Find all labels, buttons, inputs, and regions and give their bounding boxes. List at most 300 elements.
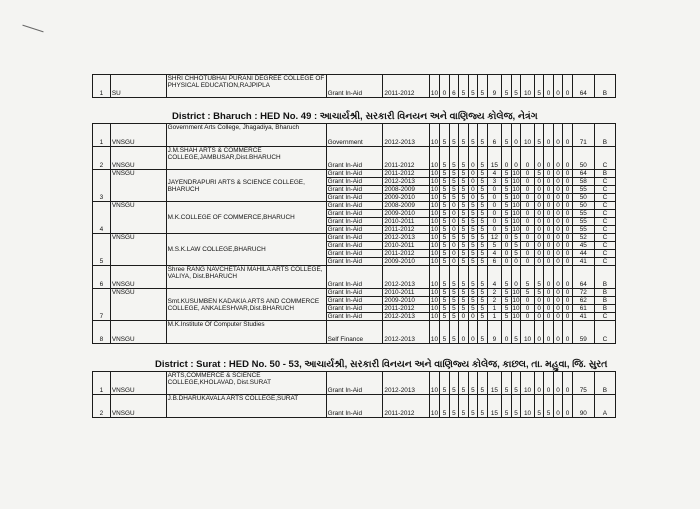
total-score: 62 — [572, 297, 594, 305]
score-cell: 0 — [563, 210, 572, 218]
score-cell: 0 — [459, 321, 468, 344]
score-cell: 5 — [468, 242, 477, 250]
table-row — [93, 321, 616, 344]
grade: B — [594, 124, 615, 147]
score-cell: 0 — [468, 170, 477, 178]
district-heading-surat: District : Surat : HED No. 50 - 53, આચાર્યશ્રી, સરકારી વિનયન અને વાણિજ્ય કોલેજ, કાછલ, તા. મહુવા, જિ. સુરત — [155, 359, 608, 370]
score-cell: 0 — [544, 124, 553, 147]
score-cell: 5 — [468, 258, 477, 266]
score-cell: 5 — [478, 313, 487, 321]
score-cell: 5 — [502, 186, 511, 194]
score-cell: 0 — [553, 202, 562, 210]
total-score: 58 — [572, 178, 594, 186]
score-cell: 5 — [511, 321, 520, 344]
score-cell: 5 — [459, 178, 468, 186]
grade: B — [594, 305, 615, 313]
score-cell: 5 — [440, 242, 449, 250]
score-cell: 0 — [534, 242, 543, 250]
serial-number: 3 — [93, 170, 111, 202]
score-cell: 0 — [563, 186, 572, 194]
score-cell: 5 — [478, 250, 487, 258]
score-cell: 10 — [512, 297, 520, 304]
score-cell: 2 — [487, 297, 502, 305]
total-score: 61 — [572, 305, 594, 313]
score-cell: 10 — [512, 202, 520, 209]
total-score: 64 — [572, 266, 594, 289]
score-cell: 5 — [502, 218, 511, 226]
score-cell: 0 — [553, 147, 562, 170]
score-cell: 0 — [544, 147, 553, 170]
academic-year: 2012-2013 — [383, 234, 429, 242]
score-cell: 9 — [487, 321, 502, 344]
academic-year: 2010-2011 — [383, 289, 429, 297]
academic-year: 2008-2009 — [383, 186, 429, 194]
score-cell: 5 — [478, 75, 487, 98]
university: VNSGU — [110, 147, 166, 170]
college-name: Smt.KUSUMBEN KADAKIA ARTS AND COMMERCE COLLEGE, ANKALESHVAR,Dist.BHARUCH — [166, 289, 326, 321]
score-cell: 10 — [512, 226, 520, 233]
score-cell: 0 — [563, 218, 572, 226]
score-cell: 0 — [563, 194, 572, 202]
institution-type: Grant In-Aid — [326, 313, 383, 321]
score-cell: 0 — [553, 218, 562, 226]
grade: C — [594, 258, 615, 266]
score-cell: 5 — [468, 266, 477, 289]
score-cell: 0 — [544, 210, 553, 218]
academic-year: 2012-2013 — [383, 313, 429, 321]
score-cell: 0 — [521, 305, 535, 313]
score-cell: 10 — [512, 218, 520, 225]
table-row — [93, 372, 616, 395]
total-score: 44 — [572, 250, 594, 258]
score-cell: 5 — [449, 372, 458, 395]
score-cell: 0 — [468, 147, 477, 170]
score-cell: 5 — [478, 242, 487, 250]
score-cell: 0 — [449, 258, 458, 266]
academic-year: 2011-2012 — [383, 250, 429, 258]
score-cell: 0 — [521, 194, 535, 202]
score-cell: 10 — [430, 226, 438, 233]
college-name: J.B.DHARUKAVALA ARTS COLLEGE,SURAT — [166, 395, 326, 418]
score-cell: 0 — [511, 258, 520, 266]
score-cell: 0 — [544, 178, 553, 186]
college-name: J.M.SHAH ARTS & COMMERCE COLLEGE,JAMBUSAR,Dist.BHARUCH — [166, 147, 326, 170]
score-cell: 6 — [487, 124, 502, 147]
score-cell: 5 — [478, 202, 487, 210]
score-cell: 10 — [429, 75, 440, 98]
score-cell: 5 — [468, 75, 477, 98]
score-cell: 5 — [449, 234, 458, 242]
score-cell: 12 — [487, 234, 502, 242]
score-cell: 5 — [468, 372, 477, 395]
college-name: SHRI CHHOTUBHAI PURANI DEGREE COLLEGE OF PHYSICAL EDUCATION,RAJPIPLA — [166, 75, 326, 98]
score-cell: 5 — [468, 250, 477, 258]
score-cell: 10 — [430, 305, 438, 312]
score-cell: 5 — [440, 178, 449, 186]
scan-mark — [22, 25, 43, 33]
score-cell: 5 — [478, 218, 487, 226]
score-cell: 0 — [544, 186, 553, 194]
score-cell: 10 — [429, 395, 440, 418]
score-cell: 0 — [521, 297, 535, 305]
score-cell: 0 — [449, 250, 458, 258]
score-cell: 10 — [521, 124, 535, 147]
score-cell: 10 — [512, 289, 520, 296]
college-name: Shree RANG NAVCHETAN MAHILA ARTS COLLEGE, VALIYA, Dist.BHARUCH — [166, 266, 326, 289]
score-cell: 5 — [440, 395, 449, 418]
score-cell: 10 — [429, 321, 440, 344]
score-cell: 5 — [534, 124, 543, 147]
college-name: Government Arts College, Jhagadiya, Bharuch — [166, 124, 326, 147]
score-cell: 5 — [440, 234, 449, 242]
score-cell: 5 — [440, 147, 449, 170]
score-cell: 5 — [468, 202, 477, 210]
grade: C — [594, 186, 615, 194]
total-score: 55 — [572, 210, 594, 218]
score-cell: 2 — [487, 289, 502, 297]
score-cell: 5 — [459, 395, 468, 418]
total-score: 45 — [572, 242, 594, 250]
score-cell: 5 — [502, 124, 511, 147]
score-cell: 0 — [511, 266, 520, 289]
score-cell: 0 — [553, 124, 562, 147]
score-cell: 5 — [449, 395, 458, 418]
score-cell: 0 — [502, 234, 511, 242]
score-cell: 0 — [534, 194, 543, 202]
score-cell: 10 — [430, 186, 438, 193]
serial-number: 2 — [93, 395, 111, 418]
score-cell: 0 — [553, 372, 562, 395]
score-cell: 10 — [430, 242, 438, 249]
university: VNSGU — [110, 124, 166, 147]
score-cell: 5 — [440, 258, 449, 266]
score-cell: 0 — [521, 210, 535, 218]
score-cell: 10 — [429, 124, 440, 147]
score-cell: 5 — [478, 372, 487, 395]
score-cell: 5 — [511, 395, 520, 418]
grade: C — [594, 250, 615, 258]
score-cell: 5 — [440, 186, 449, 194]
score-cell: 5 — [459, 297, 468, 305]
score-cell: 0 — [449, 202, 458, 210]
university: VNSGU — [110, 234, 166, 266]
score-cell: 5 — [449, 124, 458, 147]
score-cell: 0 — [544, 321, 553, 344]
score-cell: 0 — [563, 124, 572, 147]
score-cell: 5 — [478, 258, 487, 266]
score-cell: 5 — [468, 226, 477, 234]
academic-year: 2011-2012 — [383, 75, 429, 98]
university: VNSGU — [110, 202, 166, 234]
college-name: M.K.Institute Of Computer Studies — [166, 321, 326, 344]
score-cell: 5 — [440, 372, 449, 395]
college-name: JAYENDRAPURI ARTS & SCIENCE COLLEGE, BHARUCH — [166, 170, 326, 202]
academic-year: 2011-2012 — [383, 395, 429, 418]
institution-type: Self Finance — [326, 321, 383, 344]
score-cell: 5 — [440, 266, 449, 289]
serial-number: 1 — [93, 124, 111, 147]
institution-type: Grant In-Aid — [326, 372, 383, 395]
score-cell: 0 — [534, 147, 543, 170]
score-cell: 0 — [440, 75, 449, 98]
score-cell: 0 — [534, 321, 543, 344]
district-heading-bharuch: District : Bharuch : HED No. 49 : આચાર્યશ્રી, સરકારી વિનયન અને વાણિજ્ય કોલેજ, નેત્રંગ — [172, 111, 538, 122]
score-cell: 5 — [478, 194, 487, 202]
total-score: 90 — [572, 395, 594, 418]
score-cell: 0 — [553, 234, 562, 242]
score-cell: 5 — [468, 395, 477, 418]
score-cell: 5 — [440, 305, 449, 313]
academic-year: 2010-2011 — [383, 242, 429, 250]
total-score: 41 — [572, 258, 594, 266]
score-cell: 0 — [521, 178, 535, 186]
institution-type: Grant In-Aid — [326, 395, 383, 418]
score-cell: 0 — [449, 242, 458, 250]
score-cell: 4 — [487, 250, 502, 258]
score-cell: 5 — [459, 124, 468, 147]
total-score: 64 — [572, 75, 594, 98]
score-cell: 5 — [449, 178, 458, 186]
grade: B — [594, 266, 615, 289]
score-cell: 5 — [440, 313, 449, 321]
grade: C — [594, 194, 615, 202]
score-cell: 10 — [521, 75, 535, 98]
score-cell: 0 — [521, 218, 535, 226]
score-cell: 0 — [534, 258, 543, 266]
table-row — [93, 234, 616, 242]
score-cell: 0 — [544, 266, 553, 289]
score-cell: 0 — [521, 242, 535, 250]
serial-number: 1 — [93, 372, 111, 395]
score-cell: 0 — [534, 372, 543, 395]
score-cell: 0 — [502, 242, 511, 250]
score-cell: 0 — [544, 305, 553, 313]
score-cell: 0 — [534, 234, 543, 242]
score-cell: 5 — [459, 234, 468, 242]
score-cell: 0 — [534, 210, 543, 218]
score-cell: 5 — [502, 202, 511, 210]
total-score: 55 — [572, 226, 594, 234]
score-cell: 0 — [553, 178, 562, 186]
score-cell: 5 — [478, 226, 487, 234]
score-cell: 5 — [511, 250, 520, 258]
score-cell: 0 — [502, 321, 511, 344]
score-cell: 0 — [468, 186, 477, 194]
score-cell: 5 — [459, 250, 468, 258]
score-cell: 5 — [478, 234, 487, 242]
score-cell: 0 — [563, 226, 572, 234]
score-cell: 5 — [534, 395, 543, 418]
score-cell: 0 — [487, 226, 502, 234]
score-cell: 0 — [534, 186, 543, 194]
score-cell: 0 — [553, 226, 562, 234]
score-cell: 0 — [563, 305, 572, 313]
score-cell: 0 — [511, 147, 520, 170]
score-cell: 0 — [553, 242, 562, 250]
score-cell: 5 — [459, 186, 468, 194]
score-cell: 0 — [487, 194, 502, 202]
score-cell: 5 — [534, 266, 543, 289]
score-cell: 9 — [487, 75, 502, 98]
score-cell: 15 — [487, 147, 502, 170]
score-cell: 5 — [459, 75, 468, 98]
academic-year: 2008-2009 — [383, 202, 429, 210]
score-cell: 5 — [459, 210, 468, 218]
score-cell: 0 — [521, 170, 535, 178]
score-cell: 0 — [521, 147, 535, 170]
score-cell: 5 — [502, 305, 511, 313]
score-cell: 0 — [544, 258, 553, 266]
score-cell: 0 — [521, 226, 535, 234]
score-cell: 0 — [553, 289, 562, 297]
score-cell: 0 — [468, 313, 477, 321]
score-cell: 5 — [459, 202, 468, 210]
institution-type: Grant In-Aid — [326, 305, 383, 313]
score-cell: 10 — [521, 321, 535, 344]
score-cell: 0 — [563, 372, 572, 395]
total-score: 52 — [572, 234, 594, 242]
institution-type: Grant In-Aid — [326, 178, 383, 186]
score-cell: 5 — [502, 194, 511, 202]
university: VNSGU — [110, 266, 166, 289]
score-cell: 5 — [440, 250, 449, 258]
academic-year: 2009-2010 — [383, 210, 429, 218]
score-cell: 0 — [449, 226, 458, 234]
total-score: 55 — [572, 218, 594, 226]
score-cell: 5 — [502, 313, 511, 321]
score-cell: 0 — [544, 250, 553, 258]
score-cell: 10 — [429, 372, 440, 395]
academic-year: 2011-2012 — [383, 305, 429, 313]
score-cell: 5 — [449, 147, 458, 170]
score-cell: 0 — [563, 242, 572, 250]
score-cell: 5 — [478, 178, 487, 186]
score-cell: 5 — [478, 186, 487, 194]
total-score: 64 — [572, 170, 594, 178]
grade: C — [594, 218, 615, 226]
score-cell: 5 — [502, 266, 511, 289]
score-cell: 5 — [449, 313, 458, 321]
score-cell: 6 — [449, 75, 458, 98]
academic-year: 2009-2010 — [383, 194, 429, 202]
institution-type: Grant In-Aid — [326, 75, 383, 98]
score-cell: 4 — [487, 266, 502, 289]
score-cell: 5 — [449, 266, 458, 289]
score-cell: 10 — [430, 178, 438, 185]
score-cell: 5 — [459, 218, 468, 226]
score-cell: 5 — [478, 305, 487, 313]
college-name: M.K.COLLEGE OF COMMERCE,BHARUCH — [166, 202, 326, 234]
score-cell: 0 — [521, 258, 535, 266]
score-cell: 0 — [544, 234, 553, 242]
total-score: 72 — [572, 289, 594, 297]
score-cell: 5 — [478, 297, 487, 305]
institution-type: Government — [326, 124, 383, 147]
score-cell: 5 — [478, 266, 487, 289]
score-cell: 0 — [449, 218, 458, 226]
score-cell: 1 — [487, 313, 502, 321]
institution-type: Grant In-Aid — [326, 250, 383, 258]
serial-number: 8 — [93, 321, 111, 344]
score-cell: 0 — [553, 305, 562, 313]
score-cell: 10 — [521, 395, 535, 418]
grade: A — [594, 395, 615, 418]
grade: B — [594, 75, 615, 98]
academic-year: 2009-2010 — [383, 297, 429, 305]
score-cell: 5 — [468, 218, 477, 226]
academic-year: 2011-2012 — [383, 170, 429, 178]
score-cell: 0 — [553, 210, 562, 218]
university: VNSGU — [110, 395, 166, 418]
score-cell: 5 — [478, 147, 487, 170]
institution-type: Grant In-Aid — [326, 218, 383, 226]
university: SU — [110, 75, 166, 98]
total-score: 50 — [572, 202, 594, 210]
academic-year: 2009-2010 — [383, 258, 429, 266]
score-cell: 0 — [521, 202, 535, 210]
score-cell: 0 — [563, 395, 572, 418]
serial-number: 7 — [93, 289, 111, 321]
institution-type: Grant In-Aid — [326, 226, 383, 234]
score-cell: 10 — [512, 170, 520, 177]
score-cell: 0 — [563, 258, 572, 266]
score-cell: 0 — [487, 210, 502, 218]
score-cell: 5 — [468, 289, 477, 297]
score-cell: 5 — [459, 194, 468, 202]
score-cell: 10 — [430, 313, 438, 320]
score-cell: 0 — [563, 234, 572, 242]
score-cell: 0 — [563, 266, 572, 289]
score-cell: 0 — [534, 250, 543, 258]
score-cell: 0 — [468, 194, 477, 202]
score-cell: 5 — [440, 297, 449, 305]
score-cell: 5 — [478, 210, 487, 218]
score-cell: 5 — [440, 226, 449, 234]
academic-year: 2011-2012 — [383, 226, 429, 234]
serial-number: 2 — [93, 147, 111, 170]
score-cell: 0 — [534, 218, 543, 226]
score-cell: 5 — [449, 297, 458, 305]
score-cell: 10 — [430, 250, 438, 257]
score-cell: 0 — [544, 75, 553, 98]
score-cell: 5 — [440, 202, 449, 210]
score-cell: 0 — [534, 305, 543, 313]
score-cell: 0 — [563, 313, 572, 321]
score-cell: 5 — [468, 305, 477, 313]
score-cell: 15 — [487, 395, 502, 418]
score-cell: 5 — [534, 170, 543, 178]
score-cell: 0 — [553, 194, 562, 202]
serial-number: 1 — [93, 75, 111, 98]
score-cell: 0 — [563, 297, 572, 305]
table-row — [93, 202, 616, 210]
score-cell: 0 — [544, 194, 553, 202]
score-cell: 0 — [534, 297, 543, 305]
score-cell: 0 — [544, 202, 553, 210]
score-cell: 10 — [430, 258, 438, 265]
total-score: 75 — [572, 372, 594, 395]
score-cell: 5 — [478, 170, 487, 178]
score-cell: 0 — [521, 250, 535, 258]
grade: B — [594, 372, 615, 395]
score-cell: 0 — [544, 313, 553, 321]
score-cell: 5 — [502, 395, 511, 418]
university: VNSGU — [110, 372, 166, 395]
score-cell: 0 — [553, 297, 562, 305]
academic-year: 2012-2013 — [383, 178, 429, 186]
academic-year: 2012-2013 — [383, 321, 429, 344]
score-cell: 5 — [511, 372, 520, 395]
